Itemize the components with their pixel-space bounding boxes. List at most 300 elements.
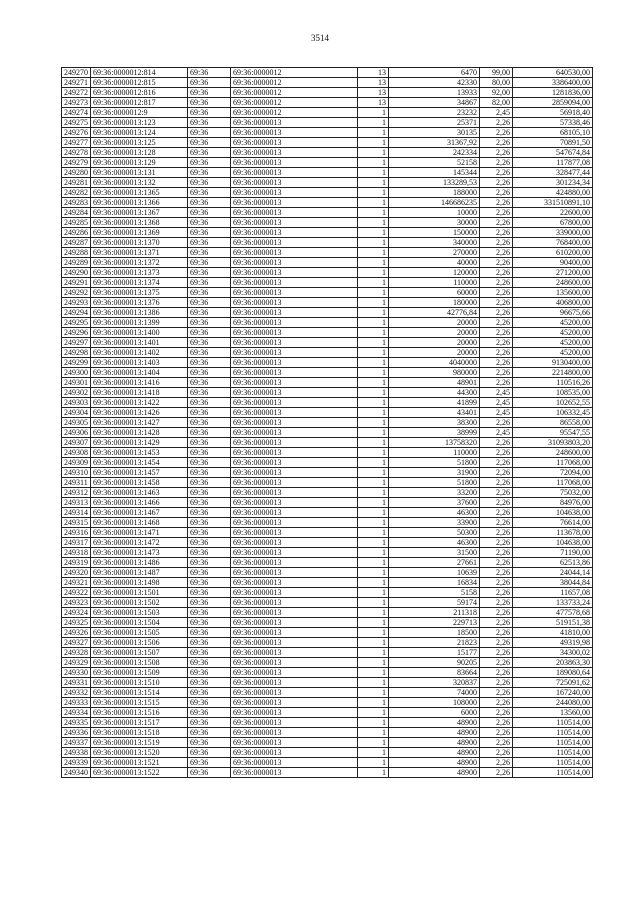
row-id-cell: 249307	[62, 438, 91, 448]
row-id-cell: 249319	[62, 558, 91, 568]
district-code-cell: 69:36	[188, 348, 231, 358]
district-code-cell: 69:36	[188, 428, 231, 438]
cadastral-block-cell: 69:36:0000013	[231, 728, 358, 738]
specific-value-cell: 2,26	[480, 628, 513, 638]
cadastral-value-cell: 11657,08	[513, 588, 593, 598]
row-id-cell: 249281	[62, 178, 91, 188]
specific-value-cell: 2,26	[480, 368, 513, 378]
cadastral-number-cell: 69:36:0000013:1471	[91, 528, 188, 538]
district-code-cell: 69:36	[188, 638, 231, 648]
specific-value-cell: 2,26	[480, 668, 513, 678]
cadastral-value-cell: 547674,84	[513, 148, 593, 158]
row-id-cell: 249308	[62, 448, 91, 458]
table-row	[62, 98, 593, 108]
table-row	[62, 288, 593, 298]
cadastral-block-cell: 69:36:0000013	[231, 328, 358, 338]
cadastral-block-cell: 69:36:0000013	[231, 358, 358, 368]
cadastral-block-cell: 69:36:0000013	[231, 218, 358, 228]
cadastral-block-cell: 69:36:0000013	[231, 558, 358, 568]
group-code-cell: 13	[358, 98, 389, 108]
area-cell: 20000	[389, 348, 480, 358]
cadastral-block-cell: 69:36:0000012	[231, 78, 358, 88]
specific-value-cell: 2,26	[480, 478, 513, 488]
table-row	[62, 698, 593, 708]
specific-value-cell: 2,26	[480, 278, 513, 288]
cadastral-block-cell: 69:36:0000013	[231, 608, 358, 618]
group-code-cell: 1	[358, 568, 389, 578]
cadastral-number-cell: 69:36:0000013:1487	[91, 568, 188, 578]
cadastral-number-cell: 69:36:0000012:9	[91, 108, 188, 118]
group-code-cell: 1	[358, 478, 389, 488]
area-cell: 229713	[389, 618, 480, 628]
row-id-cell: 249292	[62, 288, 91, 298]
cadastral-block-cell: 69:36:0000013	[231, 418, 358, 428]
district-code-cell: 69:36	[188, 228, 231, 238]
cadastral-block-cell: 69:36:0000013	[231, 128, 358, 138]
district-code-cell: 69:36	[188, 68, 231, 78]
cadastral-number-cell: 69:36:0000013:1400	[91, 328, 188, 338]
specific-value-cell: 2,26	[480, 228, 513, 238]
specific-value-cell: 2,26	[480, 418, 513, 428]
cadastral-block-cell: 69:36:0000013	[231, 458, 358, 468]
cadastral-number-cell: 69:36:0000013:1426	[91, 408, 188, 418]
area-cell: 6470	[389, 68, 480, 78]
group-code-cell: 1	[358, 108, 389, 118]
row-id-cell: 249309	[62, 458, 91, 468]
cadastral-number-cell: 69:36:0000013:1372	[91, 258, 188, 268]
specific-value-cell: 2,26	[480, 738, 513, 748]
cadastral-number-cell: 69:36:0000013:1403	[91, 358, 188, 368]
cadastral-value-cell: 113678,00	[513, 528, 593, 538]
area-cell: 340000	[389, 238, 480, 248]
group-code-cell: 1	[358, 608, 389, 618]
cadastral-number-cell: 69:36:0000013:132	[91, 178, 188, 188]
cadastral-block-cell: 69:36:0000013	[231, 758, 358, 768]
cadastral-value-cell: 135600,00	[513, 288, 593, 298]
specific-value-cell: 2,26	[480, 298, 513, 308]
cadastral-block-cell: 69:36:0000013	[231, 438, 358, 448]
table-row	[62, 478, 593, 488]
table-row	[62, 468, 593, 478]
cadastral-block-cell: 69:36:0000012	[231, 88, 358, 98]
group-code-cell: 1	[358, 518, 389, 528]
area-cell: 27661	[389, 558, 480, 568]
area-cell: 52158	[389, 158, 480, 168]
cadastral-number-cell: 69:36:0000013:1503	[91, 608, 188, 618]
specific-value-cell: 2,26	[480, 618, 513, 628]
area-cell: 20000	[389, 328, 480, 338]
cadastral-block-cell: 69:36:0000013	[231, 518, 358, 528]
cadastral-value-cell: 41810,00	[513, 628, 593, 638]
cadastral-number-cell: 69:36:0000013:1367	[91, 208, 188, 218]
district-code-cell: 69:36	[188, 358, 231, 368]
row-id-cell: 249304	[62, 408, 91, 418]
cadastral-block-cell: 69:36:0000013	[231, 768, 358, 778]
row-id-cell: 249328	[62, 648, 91, 658]
area-cell: 25371	[389, 118, 480, 128]
area-cell: 13933	[389, 88, 480, 98]
cadastral-value-cell: 610200,00	[513, 248, 593, 258]
group-code-cell: 1	[358, 238, 389, 248]
cadastral-number-cell: 69:36:0000013:1501	[91, 588, 188, 598]
district-code-cell: 69:36	[188, 218, 231, 228]
table-row	[62, 458, 593, 468]
cadastral-block-cell: 69:36:0000013	[231, 718, 358, 728]
area-cell: 980000	[389, 368, 480, 378]
cadastral-block-cell: 69:36:0000013	[231, 168, 358, 178]
cadastral-block-cell: 69:36:0000013	[231, 698, 358, 708]
group-code-cell: 1	[358, 508, 389, 518]
cadastral-number-cell: 69:36:0000013:1509	[91, 668, 188, 678]
district-code-cell: 69:36	[188, 578, 231, 588]
table-row	[62, 358, 593, 368]
specific-value-cell: 2,26	[480, 608, 513, 618]
district-code-cell: 69:36	[188, 458, 231, 468]
cadastral-value-cell: 34300,02	[513, 648, 593, 658]
area-cell: 242334	[389, 148, 480, 158]
district-code-cell: 69:36	[188, 88, 231, 98]
group-code-cell: 1	[358, 748, 389, 758]
specific-value-cell: 2,26	[480, 168, 513, 178]
specific-value-cell: 2,45	[480, 408, 513, 418]
cadastral-number-cell: 69:36:0000012:816	[91, 88, 188, 98]
group-code-cell: 1	[358, 598, 389, 608]
cadastral-number-cell: 69:36:0000012:814	[91, 68, 188, 78]
district-code-cell: 69:36	[188, 338, 231, 348]
specific-value-cell: 2,26	[480, 588, 513, 598]
cadastral-value-cell: 110516,26	[513, 378, 593, 388]
area-cell: 145344	[389, 168, 480, 178]
cadastral-value-cell: 22600,00	[513, 208, 593, 218]
cadastral-value-cell: 72094,00	[513, 468, 593, 478]
row-id-cell: 249278	[62, 148, 91, 158]
cadastral-value-cell: 75032,00	[513, 488, 593, 498]
cadastral-value-cell: 104638,00	[513, 508, 593, 518]
cadastral-value-cell: 96675,66	[513, 308, 593, 318]
area-cell: 20000	[389, 318, 480, 328]
row-id-cell: 249287	[62, 238, 91, 248]
specific-value-cell: 2,26	[480, 658, 513, 668]
cadastral-block-cell: 69:36:0000013	[231, 228, 358, 238]
cadastral-block-cell: 69:36:0000013	[231, 508, 358, 518]
table-row	[62, 448, 593, 458]
cadastral-number-cell: 69:36:0000013:124	[91, 128, 188, 138]
specific-value-cell: 2,26	[480, 568, 513, 578]
district-code-cell: 69:36	[188, 768, 231, 778]
row-id-cell: 249310	[62, 468, 91, 478]
cadastral-block-cell: 69:36:0000013	[231, 468, 358, 478]
group-code-cell: 1	[358, 228, 389, 238]
group-code-cell: 1	[358, 218, 389, 228]
area-cell: 48900	[389, 758, 480, 768]
cadastral-number-cell: 69:36:0000013:1386	[91, 308, 188, 318]
table-row	[62, 118, 593, 128]
cadastral-block-cell: 69:36:0000013	[231, 178, 358, 188]
table-row	[62, 638, 593, 648]
group-code-cell: 1	[358, 408, 389, 418]
area-cell: 38300	[389, 418, 480, 428]
table-row	[62, 318, 593, 328]
group-code-cell: 1	[358, 388, 389, 398]
row-id-cell: 249305	[62, 418, 91, 428]
row-id-cell: 249293	[62, 298, 91, 308]
cadastral-block-cell: 69:36:0000013	[231, 538, 358, 548]
specific-value-cell: 2,26	[480, 138, 513, 148]
cadastral-block-cell: 69:36:0000013	[231, 658, 358, 668]
district-code-cell: 69:36	[188, 698, 231, 708]
row-id-cell: 249336	[62, 728, 91, 738]
row-id-cell: 249271	[62, 78, 91, 88]
row-id-cell: 249332	[62, 688, 91, 698]
specific-value-cell: 2,26	[480, 248, 513, 258]
group-code-cell: 1	[358, 688, 389, 698]
cadastral-value-cell: 31093803,20	[513, 438, 593, 448]
cadastral-block-cell: 69:36:0000013	[231, 598, 358, 608]
specific-value-cell: 2,26	[480, 338, 513, 348]
group-code-cell: 1	[358, 208, 389, 218]
area-cell: 60000	[389, 288, 480, 298]
cadastral-number-cell: 69:36:0000013:1507	[91, 648, 188, 658]
group-code-cell: 1	[358, 318, 389, 328]
table-row	[62, 688, 593, 698]
group-code-cell: 1	[358, 538, 389, 548]
cadastral-value-cell: 1281836,00	[513, 88, 593, 98]
row-id-cell: 249339	[62, 758, 91, 768]
group-code-cell: 1	[358, 638, 389, 648]
district-code-cell: 69:36	[188, 198, 231, 208]
district-code-cell: 69:36	[188, 268, 231, 278]
area-cell: 30135	[389, 128, 480, 138]
district-code-cell: 69:36	[188, 498, 231, 508]
specific-value-cell: 2,26	[480, 218, 513, 228]
specific-value-cell: 2,26	[480, 678, 513, 688]
district-code-cell: 69:36	[188, 718, 231, 728]
district-code-cell: 69:36	[188, 238, 231, 248]
cadastral-number-cell: 69:36:0000013:123	[91, 118, 188, 128]
area-cell: 83664	[389, 668, 480, 678]
area-cell: 33200	[389, 488, 480, 498]
cadastral-number-cell: 69:36:0000013:1418	[91, 388, 188, 398]
cadastral-number-cell: 69:36:0000013:1520	[91, 748, 188, 758]
group-code-cell: 1	[358, 138, 389, 148]
row-id-cell: 249290	[62, 268, 91, 278]
table-row	[62, 388, 593, 398]
cadastral-block-cell: 69:36:0000013	[231, 368, 358, 378]
cadastral-value-cell: 70891,50	[513, 138, 593, 148]
area-cell: 46300	[389, 538, 480, 548]
table-row	[62, 228, 593, 238]
cadastral-value-cell: 477578,68	[513, 608, 593, 618]
cadastral-block-cell: 69:36:0000013	[231, 448, 358, 458]
group-code-cell: 1	[358, 258, 389, 268]
row-id-cell: 249277	[62, 138, 91, 148]
cadastral-block-cell: 69:36:0000013	[231, 708, 358, 718]
group-code-cell: 1	[358, 528, 389, 538]
area-cell: 34867	[389, 98, 480, 108]
table-row	[62, 128, 593, 138]
group-code-cell: 1	[358, 188, 389, 198]
specific-value-cell: 2,26	[480, 308, 513, 318]
area-cell: 10000	[389, 208, 480, 218]
specific-value-cell: 2,45	[480, 108, 513, 118]
cadastral-value-cell: 301234,34	[513, 178, 593, 188]
cadastral-block-cell: 69:36:0000013	[231, 638, 358, 648]
district-code-cell: 69:36	[188, 158, 231, 168]
group-code-cell: 1	[358, 378, 389, 388]
specific-value-cell: 2,26	[480, 728, 513, 738]
cadastral-value-cell: 110514,00	[513, 718, 593, 728]
area-cell: 110000	[389, 448, 480, 458]
cadastral-value-cell: 9130400,00	[513, 358, 593, 368]
group-code-cell: 1	[358, 678, 389, 688]
table-row	[62, 308, 593, 318]
table-row	[62, 238, 593, 248]
specific-value-cell: 2,26	[480, 768, 513, 778]
cadastral-block-cell: 69:36:0000013	[231, 318, 358, 328]
area-cell: 48900	[389, 768, 480, 778]
cadastral-number-cell: 69:36:0000013:1505	[91, 628, 188, 638]
group-code-cell: 1	[358, 178, 389, 188]
cadastral-value-cell: 56918,40	[513, 108, 593, 118]
cadastral-block-cell: 69:36:0000012	[231, 98, 358, 108]
cadastral-value-cell: 519151,38	[513, 618, 593, 628]
specific-value-cell: 2,26	[480, 758, 513, 768]
cadastral-block-cell: 69:36:0000013	[231, 498, 358, 508]
district-code-cell: 69:36	[188, 278, 231, 288]
cadastral-block-cell: 69:36:0000013	[231, 428, 358, 438]
district-code-cell: 69:36	[188, 618, 231, 628]
row-id-cell: 249291	[62, 278, 91, 288]
cadastral-block-cell: 69:36:0000013	[231, 348, 358, 358]
area-cell: 320837	[389, 678, 480, 688]
cadastral-block-cell: 69:36:0000013	[231, 648, 358, 658]
cadastral-value-cell: 331510891,10	[513, 198, 593, 208]
group-code-cell: 1	[358, 338, 389, 348]
specific-value-cell: 2,26	[480, 348, 513, 358]
table-row	[62, 538, 593, 548]
row-id-cell: 249321	[62, 578, 91, 588]
cadastral-number-cell: 69:36:0000013:1368	[91, 218, 188, 228]
table-row	[62, 338, 593, 348]
cadastral-number-cell: 69:36:0000013:1522	[91, 768, 188, 778]
cadastral-value-cell: 68105,10	[513, 128, 593, 138]
cadastral-value-cell: 117877,08	[513, 158, 593, 168]
row-id-cell: 249330	[62, 668, 91, 678]
district-code-cell: 69:36	[188, 448, 231, 458]
district-code-cell: 69:36	[188, 518, 231, 528]
group-code-cell: 13	[358, 68, 389, 78]
specific-value-cell: 2,26	[480, 508, 513, 518]
area-cell: 31500	[389, 548, 480, 558]
specific-value-cell: 2,26	[480, 118, 513, 128]
specific-value-cell: 2,26	[480, 648, 513, 658]
district-code-cell: 69:36	[188, 668, 231, 678]
specific-value-cell: 2,26	[480, 638, 513, 648]
cadastral-block-cell: 69:36:0000013	[231, 678, 358, 688]
row-id-cell: 249275	[62, 118, 91, 128]
cadastral-block-cell: 69:36:0000013	[231, 528, 358, 538]
cadastral-value-cell: 768400,00	[513, 238, 593, 248]
specific-value-cell: 2,26	[480, 748, 513, 758]
area-cell: 48900	[389, 718, 480, 728]
cadastral-block-cell: 69:36:0000013	[231, 148, 358, 158]
table-row	[62, 618, 593, 628]
table-row	[62, 668, 593, 678]
district-code-cell: 69:36	[188, 108, 231, 118]
table-row	[62, 258, 593, 268]
table-row	[62, 658, 593, 668]
cadastral-number-cell: 69:36:0000013:1510	[91, 678, 188, 688]
row-id-cell: 249327	[62, 638, 91, 648]
area-cell: 59174	[389, 598, 480, 608]
group-code-cell: 1	[358, 728, 389, 738]
table-row	[62, 488, 593, 498]
specific-value-cell: 2,26	[480, 258, 513, 268]
cadastral-number-cell: 69:36:0000013:1516	[91, 708, 188, 718]
group-code-cell: 1	[358, 618, 389, 628]
area-cell: 133289,53	[389, 178, 480, 188]
cadastral-number-cell: 69:36:0000013:1427	[91, 418, 188, 428]
cadastral-value-cell: 248600,00	[513, 278, 593, 288]
cadastral-block-cell: 69:36:0000013	[231, 238, 358, 248]
cadastral-number-cell: 69:36:0000013:1374	[91, 278, 188, 288]
group-code-cell: 1	[358, 438, 389, 448]
table-row	[62, 348, 593, 358]
group-code-cell: 1	[358, 738, 389, 748]
row-id-cell: 249335	[62, 718, 91, 728]
specific-value-cell: 2,26	[480, 468, 513, 478]
cadastral-value-cell: 106332,45	[513, 408, 593, 418]
area-cell: 51800	[389, 478, 480, 488]
cadastral-value-cell: 62513,86	[513, 558, 593, 568]
table-row	[62, 218, 593, 228]
row-id-cell: 249303	[62, 398, 91, 408]
group-code-cell: 1	[358, 698, 389, 708]
cadastral-block-cell: 69:36:0000013	[231, 298, 358, 308]
group-code-cell: 1	[358, 368, 389, 378]
district-code-cell: 69:36	[188, 548, 231, 558]
cadastral-value-cell: 424880,00	[513, 188, 593, 198]
area-cell: 46300	[389, 508, 480, 518]
district-code-cell: 69:36	[188, 728, 231, 738]
row-id-cell: 249276	[62, 128, 91, 138]
specific-value-cell: 2,26	[480, 328, 513, 338]
cadastral-block-cell: 69:36:0000013	[231, 208, 358, 218]
cadastral-block-cell: 69:36:0000013	[231, 668, 358, 678]
specific-value-cell: 2,26	[480, 518, 513, 528]
area-cell: 18500	[389, 628, 480, 638]
cadastral-block-cell: 69:36:0000013	[231, 578, 358, 588]
table-row	[62, 568, 593, 578]
area-cell: 30000	[389, 218, 480, 228]
cadastral-number-cell: 69:36:0000013:1468	[91, 518, 188, 528]
district-code-cell: 69:36	[188, 318, 231, 328]
specific-value-cell: 2,26	[480, 578, 513, 588]
area-cell: 23232	[389, 108, 480, 118]
row-id-cell: 249272	[62, 88, 91, 98]
cadastral-block-cell: 69:36:0000013	[231, 188, 358, 198]
cadastral-value-cell: 84976,00	[513, 498, 593, 508]
cadastral-value-cell: 13560,00	[513, 708, 593, 718]
table-row	[62, 148, 593, 158]
cadastral-value-cell: 76614,00	[513, 518, 593, 528]
cadastral-number-cell: 69:36:0000013:129	[91, 158, 188, 168]
table-row	[62, 628, 593, 638]
specific-value-cell: 2,26	[480, 148, 513, 158]
area-cell: 270000	[389, 248, 480, 258]
district-code-cell: 69:36	[188, 488, 231, 498]
table-row	[62, 598, 593, 608]
